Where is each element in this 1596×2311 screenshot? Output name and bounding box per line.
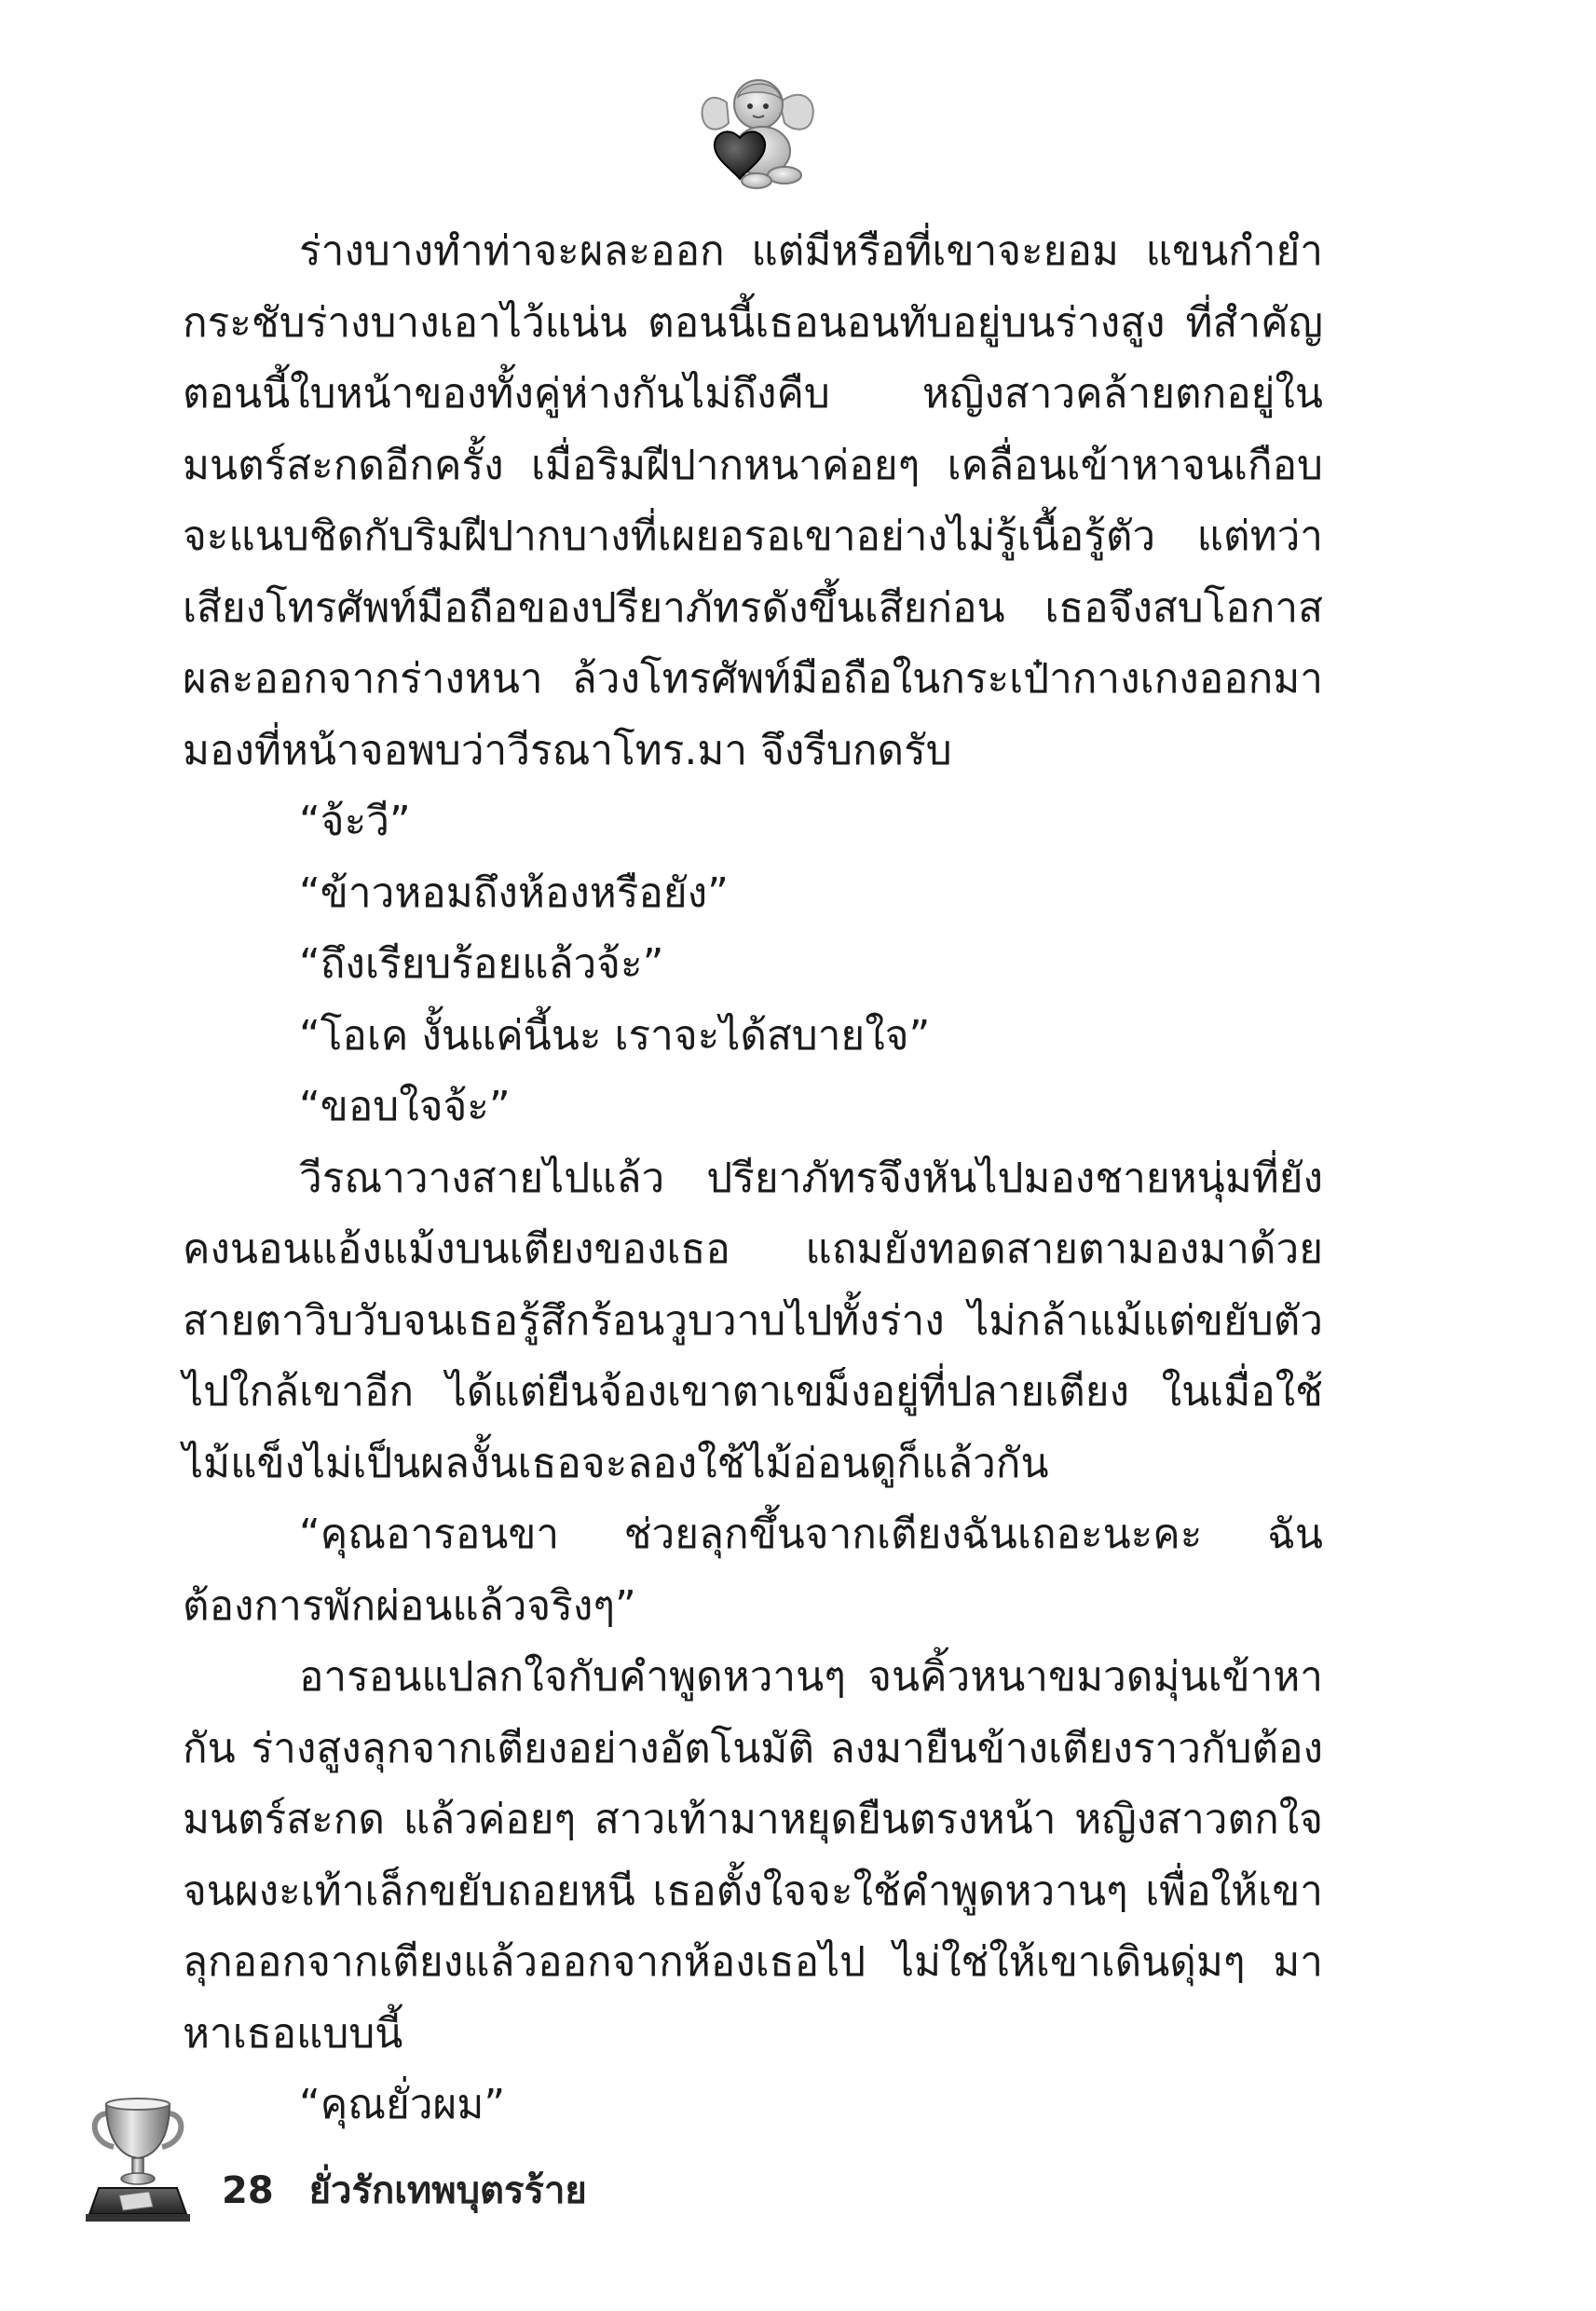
dialogue-line: “ข้าวหอมถึงห้องหรือยัง”: [299, 868, 729, 917]
dialogue-line: “จ้ะวี”: [299, 798, 411, 845]
page-number: 28: [222, 2169, 274, 2212]
dialogue-line: “โอเค งั้นแค่นี้นะ เราจะได้สบายใจ”: [299, 1011, 931, 1060]
paragraph-3: “คุณอารอนขา ช่วยลุกขึ้นจากเตียงฉันเถอะนะคะ ฉันต้องการพักผ่อนแล้วจริงๆ”: [183, 1511, 1323, 1630]
dialogue-line: “คุณยั่วผม”: [299, 2081, 506, 2128]
paragraph-1: ร่างบางทำท่าจะผละออก แต่มีหรือที่เขาจะยอม แขนกำยำกระชับร่างบางเอาไว้แน่น ตอนนี้เธอนอนทับอยู่บนร่างสูง ที่สำคัญตอนนี้ใบหน้าของทั้งคู่ห่างกันไม่ถึงคืบ หญิงสาวคล้ายตกอยู่ในมนตร์สะกดอีกครั้ง เมื่อริมฝีปากหนาค่อยๆ เคลื่อนเข้าหาจนเกือบจะแนบชิดกับริมฝีปากบางที่เผยอรอเขาอย่างไม่รู้เนื้อรู้ตัว แต่ทว่าเสียงโทรศัพท์มือถือของปรียาภัทรดังขึ้นเสียก่อน เธอจึงสบโอกาสผละออกจากร่างหนา ล้วงโทรศัพท์มือถือในกระเป๋ากางเกงออกมา มองที่หน้าจอพบว่าวีรณาโทร.มา จึงรีบกดรับ: [183, 227, 1323, 774]
book-title: ยั่วรักเทพบุตรร้าย: [308, 2169, 587, 2212]
page-footer: [222, 2160, 587, 2220]
cupid-holding-heart-icon: [691, 65, 822, 196]
dialogue-line: “ถึงเรียบร้อยแล้วจ้ะ”: [299, 940, 664, 988]
paragraph-2: วีรณาวางสายไปแล้ว ปรียาภัทรจึงหันไปมองชายหนุ่มที่ยังคงนอนแอ้งแม้งบนเตียงของเธอ แถมยังทอดสายตามองมาด้วยสายตาวิบวับจนเธอรู้สึกร้อนวูบวาบไปทั้งร่าง ไม่กล้าแม้แต่ขยับตัวไปใกล้เขาอีก ได้แต่ยืนจ้องเขาตาเขม็งอยู่ที่ปลายเตียง ในเมื่อใช้ไม้แข็งไม่เป็นผลงั้นเธอจะลองใช้ไม้อ่อนดูก็แล้วกัน: [183, 1154, 1323, 1487]
dialogue-line: “ขอบใจจ้ะ”: [299, 1083, 511, 1130]
body-text: [183, 216, 1323, 2141]
trophy-icon: [82, 2095, 203, 2225]
paragraph-4: อารอนแปลกใจกับคำพูดหวานๆ จนคิ้วหนาขมวดมุ่นเข้าหากัน ร่างสูงลุกจากเตียงอย่างอัตโนมัติ ลงมายืนข้างเตียงราวกับต้องมนตร์สะกด แล้วค่อยๆ สาวเท้ามาหยุดยืนตรงหน้า หญิงสาวตกใจจนผงะเท้าเล็กขยับถอยหนี เธอตั้งใจจะใช้คำพูดหวานๆ เพื่อให้เขาลุกออกจากเตียงแล้วออกจากห้องเธอไป ไม่ใช่ให้เขาเดินดุ่มๆ มาหาเธอแบบนี้: [183, 1653, 1323, 2058]
